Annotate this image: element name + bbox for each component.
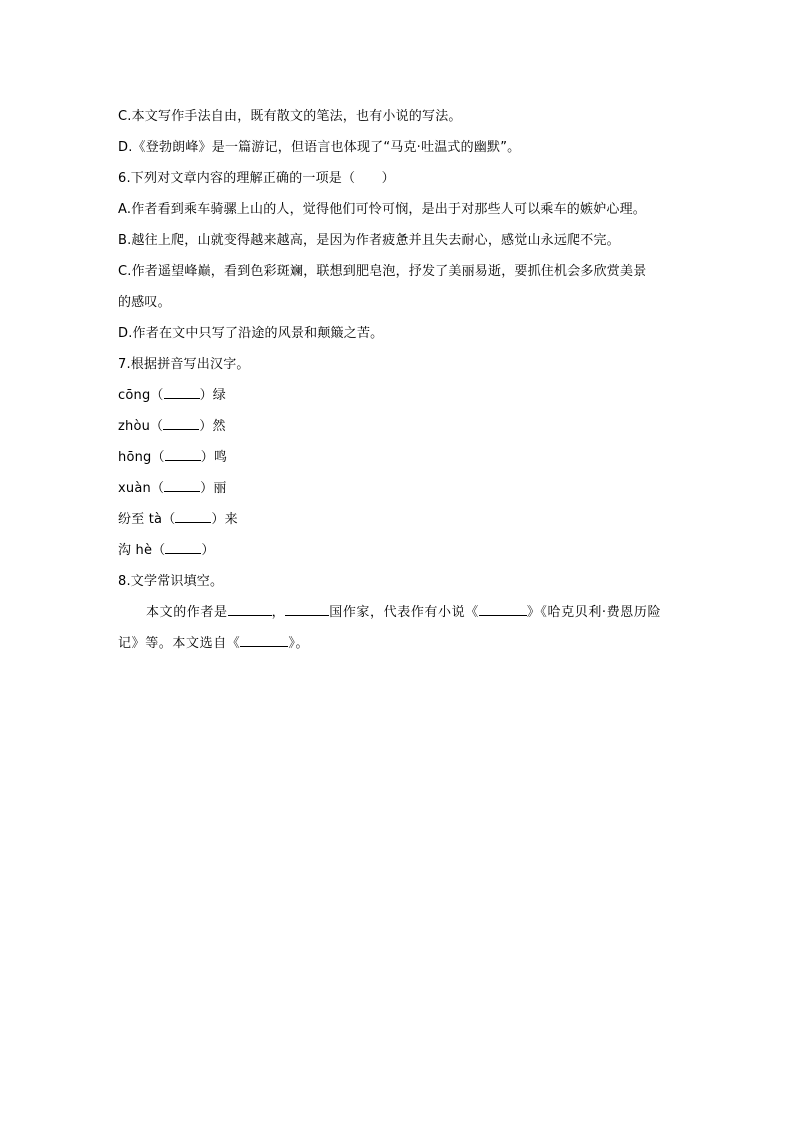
q7-item: [118, 473, 678, 504]
pinyin-suffix: ）: [201, 543, 215, 558]
q6-stem: 6.下列对文章内容的理解正确的一项是（ ）: [118, 171, 395, 186]
q7-item: [118, 504, 678, 535]
country-blank[interactable]: [285, 603, 329, 616]
q7-stem: 7.根据拼音写出汉字。: [118, 357, 250, 372]
q6-option-a: A.作者看到乘车骑骡上山的人，觉得他们可怜可悯，是出于对那些人可以乘车的嫉妒心理。: [118, 202, 646, 217]
pinyin-suffix: ）绿: [199, 388, 226, 403]
pinyin-prefix: zhòu（: [118, 419, 164, 434]
answer-blank[interactable]: [164, 479, 200, 492]
q8-text-3: 国作家，代表作有小说《: [329, 605, 479, 620]
q7-item: [118, 411, 678, 442]
pinyin-prefix: xuàn（: [118, 481, 165, 496]
answer-blank[interactable]: [175, 510, 211, 523]
pinyin-suffix: ）然: [199, 419, 226, 434]
pinyin-prefix: hōng（: [118, 450, 165, 465]
q8-text-4: 》《哈克贝利·费恩历险记》等。本文选自《: [118, 605, 662, 651]
q7-item: [118, 535, 678, 566]
answer-blank[interactable]: [165, 541, 201, 554]
answer-blank[interactable]: [163, 417, 199, 430]
q5-option-c: C.本文写作手法自由，既有散文的笔法，也有小说的写法。: [118, 109, 462, 124]
q8-text-5: 》。: [288, 636, 310, 651]
q6-option-c-line2: 的感叹。: [118, 295, 171, 310]
q6-option-b: B.越往上爬，山就变得越来越高，是因为作者疲惫并且失去耐心，感觉山永远爬不完。: [118, 233, 620, 248]
novel-blank[interactable]: [479, 603, 527, 616]
pinyin-prefix: 纷至 tà（: [118, 512, 176, 527]
q8-stem: 8.文学常识填空。: [118, 574, 224, 589]
q8-text-2: ，: [271, 605, 286, 620]
author-blank[interactable]: [228, 603, 272, 616]
q8-paragraph: [118, 597, 674, 659]
pinyin-suffix: ）鸣: [200, 450, 228, 465]
q8-text-1: 本文的作者是: [146, 605, 228, 620]
q7-item: [118, 380, 678, 411]
pinyin-suffix: ）丽: [200, 481, 227, 496]
q6-option-d: D.作者在文中只写了沿途的风景和颠簸之苦。: [118, 326, 384, 341]
pinyin-suffix: ）来: [211, 512, 238, 527]
q6-option-c-line1: C.作者遥望峰巅，看到色彩斑斓，联想到肥皂泡，抒发了美丽易逝，要抓住机会多欣赏美景: [118, 264, 647, 279]
q7-item: [118, 442, 678, 473]
document-page: [118, 101, 678, 659]
answer-blank[interactable]: [164, 386, 200, 399]
answer-blank[interactable]: [165, 448, 201, 461]
source-blank[interactable]: [240, 634, 288, 647]
q5-option-d: D.《登勃朗峰》是一篇游记，但语言也体现了“马克·吐温式的幽默”。: [118, 140, 521, 155]
pinyin-prefix: cōng（: [118, 388, 164, 403]
pinyin-prefix: 沟 hè（: [118, 543, 166, 558]
